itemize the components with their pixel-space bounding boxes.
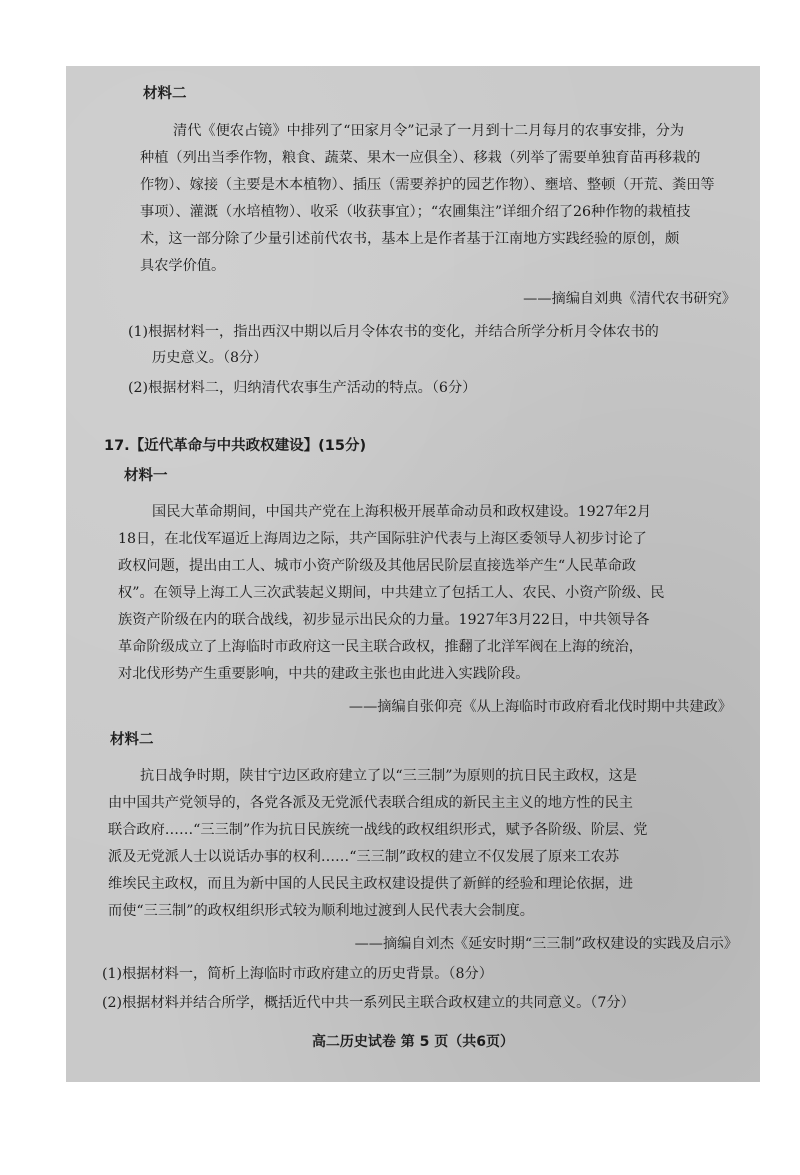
paragraph-line: 18日，在北伐军逼近上海周边之际，共产国际驻沪代表与上海区委领导人初步讨论了 <box>118 531 647 547</box>
paragraph-line: 清代《便农占镜》中排列了“田家月令”记录了一月到十二月每月的农事安排，分为 <box>173 123 685 139</box>
paragraph-line: 维埃民主政权，而且为新中国的人民民主政权建设提供了新鲜的经验和理论依据，进 <box>108 876 633 892</box>
paragraph-line: 国民大革命期间，中国共产党在上海积极开展革命动员和政权建设。1927年2月 <box>152 504 652 520</box>
paragraph-line: 族资产阶级在内的联合战线，初步显示出民众的力量。1927年3月22日，中共领导各 <box>118 612 650 628</box>
paragraph-line: 由中国共产党领导的，各党各派及无党派代表联合组成的新民主主义的地方性的民主 <box>108 795 633 811</box>
question-item: 历史意义。（8分） <box>152 350 268 366</box>
source-citation: ——摘编自刘杰《延安时期“三三制”政权建设的实践及启示》 <box>354 936 738 952</box>
page-footer: 高二历史试卷 第 5 页（共6页） <box>311 1034 515 1050</box>
paragraph-line: 而使“三三制”的政权组织形式较为顺利地过渡到人民代表大会制度。 <box>108 903 534 919</box>
paragraph-line: 政权问题，提出由工人、城市小资产阶级及其他居民阶层直接选举产生“人民革命政 <box>118 558 637 574</box>
paragraph-line: 权”。在领导上海工人三次武装起义期间，中共建立了包括工人、农民、小资产阶级、民 <box>118 585 665 601</box>
question-item: (2)根据材料二，归纳清代农事生产活动的特点。（6分） <box>128 380 477 396</box>
material1-heading: 材料一 <box>124 468 168 484</box>
question-17-title: 17.【近代革命与中共政权建设】(15分) <box>104 438 367 454</box>
paragraph-line: 作物）、嫁接（主要是木本植物）、插压（需要养护的园艺作物）、壅培、整顿（开荒、粪田等 <box>140 177 715 193</box>
source-citation: ——摘编自张仰亮《从上海临时市政府看北伐时期中共建政》 <box>348 699 732 715</box>
paragraph-line: 事项）、灌溉（水培植物）、收采（收获事宜）；“农圃集注”详细介绍了26种作物的栽植技 <box>140 204 691 220</box>
paragraph-line: 种植（列出当季作物，粮食、蔬菜、果木一应俱全）、移栽（列举了需要单独育苗再移栽的 <box>140 150 701 166</box>
exam-page <box>66 66 760 1082</box>
question-item: (1)根据材料一，简析上海临时市政府建立的历史背景。（8分） <box>102 966 493 982</box>
paragraph-line: 联合政府……“三三制”作为抗日民族统一战线的政权组织形式，赋予各阶级、阶层、党 <box>108 822 648 838</box>
material2-heading: 材料二 <box>110 732 154 748</box>
question-item: (2)根据材料并结合所学，概括近代中共一系列民主联合政权建立的共同意义。（7分） <box>102 995 635 1011</box>
source-citation: ——摘编自刘典《清代农书研究》 <box>523 291 736 307</box>
question-item: (1)根据材料一，指出西汉中期以后月令体农书的变化，并结合所学分析月令体农书的 <box>128 324 659 340</box>
paragraph-line: 派及无党派人士以说话办事的权利……“三三制”政权的建立不仅发展了原来工农苏 <box>108 849 620 865</box>
paragraph-line: 抗日战争时期，陕甘宁边区政府建立了以“三三制”为原则的抗日民主政权，这是 <box>140 768 637 784</box>
paragraph-line: 具农学价值。 <box>140 258 226 274</box>
paragraph-line: 革命阶级成立了上海临时市政府这一民主联合政权，推翻了北洋军阀在上海的统治， <box>118 639 643 655</box>
paragraph-line: 对北伐形势产生重要影响，中共的建政主张也由此进入实践阶段。 <box>118 666 530 682</box>
paragraph-line: 术，这一部分除了少量引述前代农书，基本上是作者基于江南地方实践经验的原创，颇 <box>140 231 680 247</box>
material2-heading: 材料二 <box>143 86 187 102</box>
